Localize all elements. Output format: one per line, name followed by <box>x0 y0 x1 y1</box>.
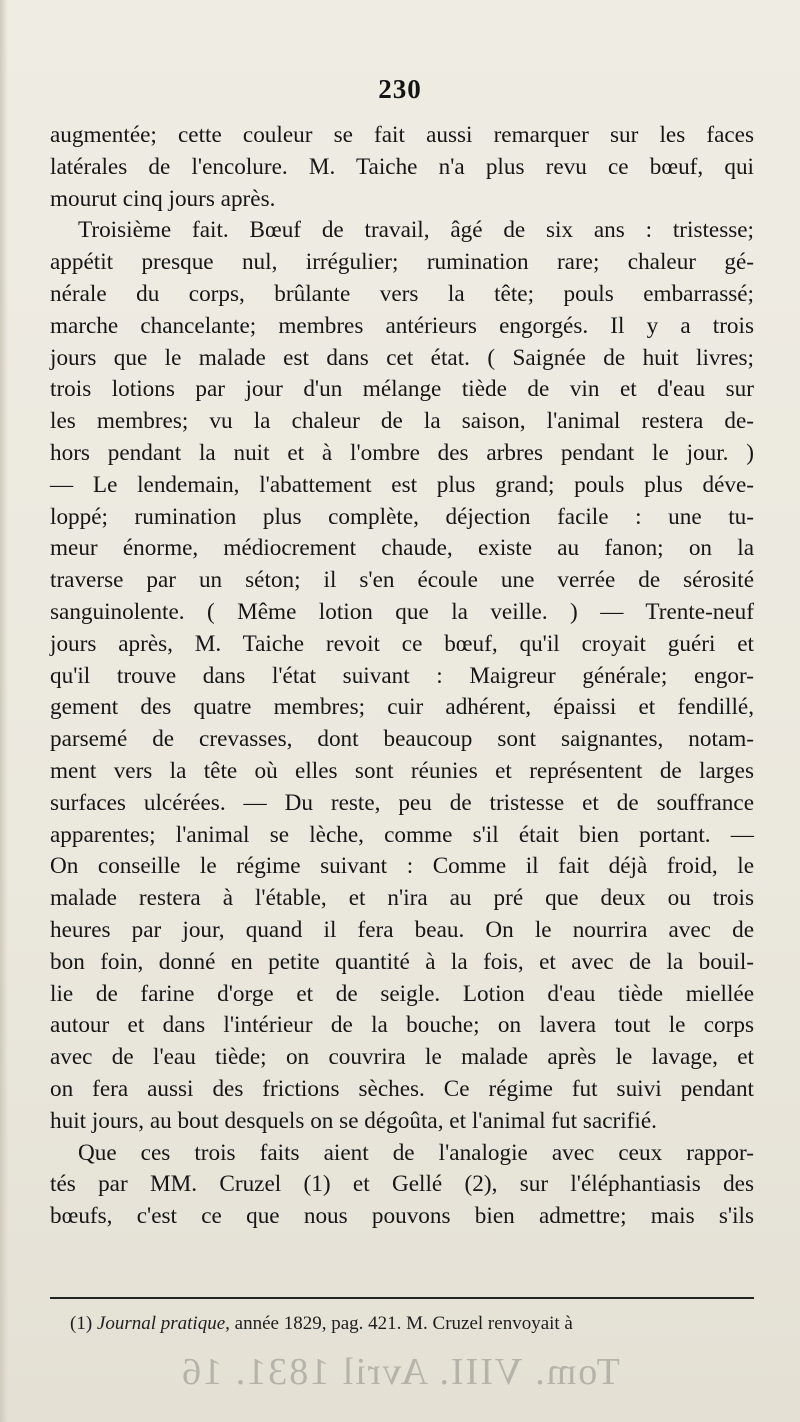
footnote <box>70 1312 754 1336</box>
text-line: les membres; vu la chaleur de la saison, l'animal restera de- <box>50 408 754 435</box>
text-line: malade restera à l'étable, et n'ira au pré que deux ou trois <box>50 885 754 912</box>
footnote-text: année 1829, pag. 421. M. Cruzel renvoyait à <box>229 1313 573 1334</box>
text-line: hors pendant la nuit et à l'ombre des arbres pendant le jour. ) <box>50 439 754 466</box>
text-line: qu'il trouve dans l'état suivant : Maigreur générale; engor- <box>50 662 754 689</box>
text-line: — Le lendemain, l'abattement est plus grand; pouls plus déve- <box>50 471 754 498</box>
text-line: lie de farine d'orge et de seigle. Lotion d'eau tiède miellée <box>50 980 754 1007</box>
text-line: gement des quatre membres; cuir adhérent, épaissi et fendillé, <box>50 694 754 721</box>
text-line: nérale du corps, brûlante vers la tête; pouls embarrassé; <box>50 280 754 307</box>
text-line: apparentes; l'animal se lèche, comme s'il était bien portant. — <box>50 821 754 848</box>
text-line: sanguinolente. ( Même lotion que la veille. ) — Trente-neuf <box>50 598 754 625</box>
bleed-through-text: Tom. VIII. Avril 1831. 16 <box>180 1351 620 1393</box>
text-line: ment vers la tête où elles sont réunies et représentent de larges <box>50 757 754 784</box>
text-line: avec de l'eau tiède; on couvrira le malade après le lavage, et <box>50 1044 754 1071</box>
text-line: jours que le malade est dans cet état. ( Saignée de huit livres; <box>50 344 754 371</box>
page-gutter-shadow <box>0 0 8 1422</box>
text-line: augmentée; cette couleur se fait aussi remarquer sur les faces <box>50 122 754 148</box>
text-line: tés par MM. Cruzel (1) et Gellé (2), sur l'éléphantiasis des <box>50 1171 754 1198</box>
footnote-journal: Journal pratique, <box>96 1313 230 1334</box>
text-line: heures par jour, quand il fera beau. On le nourrira avec de <box>50 916 754 943</box>
text-line: autour et dans l'intérieur de la bouche; on lavera tout le corps <box>50 1012 754 1039</box>
text-line: trois lotions par jour d'un mélange tiède de vin et d'eau sur <box>50 376 754 403</box>
text-line: marche chancelante; membres antérieurs engorgés. Il y a trois <box>50 312 754 339</box>
text-line: bon foin, donné en petite quantité à la fois, et avec de la bouil- <box>50 948 754 975</box>
page-number: 230 <box>378 74 422 104</box>
text-line: appétit presque nul, irrégulier; rumination rare; chaleur gé- <box>50 249 754 276</box>
text-line: surfaces ulcérées. — Du reste, peu de tristesse et de souffrance <box>50 789 754 816</box>
text-line: Troisième fait. Bœuf de travail, âgé de six ans : tristesse; <box>78 217 754 244</box>
text-line: meur énorme, médiocrement chaude, existe au fanon; on la <box>50 535 754 562</box>
body-text <box>50 120 754 1233</box>
text-line: huit jours, au bout desquels on se dégoûta, et l'animal fut sacrifié. <box>50 1107 657 1134</box>
footnote-marker: (1) <box>70 1313 93 1334</box>
text-line: traverse par un séton; il s'en écoule une verrée de sérosité <box>50 567 754 594</box>
text-line: On conseille le régime suivant : Comme il fait déjà froid, le <box>50 853 754 880</box>
footnote-rule <box>50 1297 754 1299</box>
text-line: Que ces trois faits aient de l'analogie avec ceux rappor- <box>78 1139 754 1166</box>
text-line: on fera aussi des frictions sèches. Ce régime fut suivi pendant <box>50 1075 754 1102</box>
text-line: mourut cinq jours après. <box>50 185 276 212</box>
text-line: jours après, M. Taiche revoit ce bœuf, qu'il croyait guéri et <box>50 630 754 657</box>
text-line: parsemé de crevasses, dont beaucoup sont saignantes, notam- <box>50 726 754 753</box>
text-line: loppé; rumination plus complète, déjection facile : une tu- <box>50 503 754 530</box>
text-line: latérales de l'encolure. M. Taiche n'a plus revu ce bœuf, qui <box>50 153 754 180</box>
text-line: bœufs, c'est ce que nous pouvons bien admettre; mais s'ils <box>50 1203 754 1230</box>
